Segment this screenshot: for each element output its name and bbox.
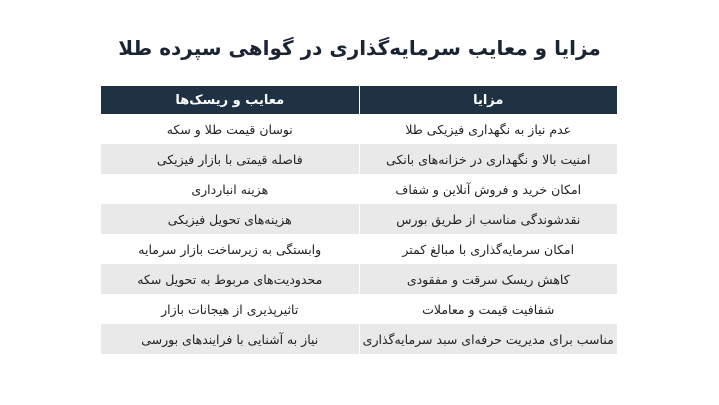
advantage-cell: نقدشوندگی مناسب از طریق بورس (359, 204, 617, 234)
advantage-cell: شفافیت قیمت و معاملات (359, 294, 617, 324)
disadvantage-cell: نیاز به آشنایی با فرایندهای بورسی (101, 324, 359, 354)
disadvantage-cell: هزینه انبارداری (101, 174, 359, 204)
table-row (101, 234, 617, 264)
page-title: مزایا و معایب سرمایه‌گذاری در گواهی سپرده طلا (118, 36, 601, 60)
table-row (101, 144, 617, 174)
disadvantage-cell: تاثیرپذیری از هیجانات بازار (101, 294, 359, 324)
comparison-table (101, 86, 617, 354)
advantage-cell: کاهش ریسک سرقت و مفقودی (359, 264, 617, 294)
table-row (101, 264, 617, 294)
disadvantage-cell: وابستگی به زیرساخت بازار سرمایه (101, 234, 359, 264)
disadvantage-cell: فاصله قیمتی با بازار فیزیکی (101, 144, 359, 174)
table-row (101, 114, 617, 144)
disadvantage-cell: هزینه‌های تحویل فیزیکی (101, 204, 359, 234)
table-row (101, 324, 617, 354)
advantage-cell: امکان سرمایه‌گذاری با مبالغ کمتر (359, 234, 617, 264)
disadvantage-cell: نوسان قیمت طلا و سکه (101, 114, 359, 144)
advantage-cell: امکان خرید و فروش آنلاین و شفاف (359, 174, 617, 204)
table-header-row (101, 86, 617, 114)
advantage-cell: عدم نیاز به نگهداری فیزیکی طلا (359, 114, 617, 144)
advantage-cell: مناسب برای مدیریت حرفه‌ای سبد سرمایه‌گذاری (359, 324, 617, 354)
table-row (101, 294, 617, 324)
header-advantages: مزایا (359, 86, 617, 114)
header-disadvantages: معایب و ریسک‌ها (101, 86, 359, 114)
advantage-cell: امنیت بالا و نگهداری در خزانه‌های بانکی (359, 144, 617, 174)
disadvantage-cell: محدودیت‌های مربوط به تحویل سکه (101, 264, 359, 294)
table-row (101, 204, 617, 234)
table-row (101, 174, 617, 204)
